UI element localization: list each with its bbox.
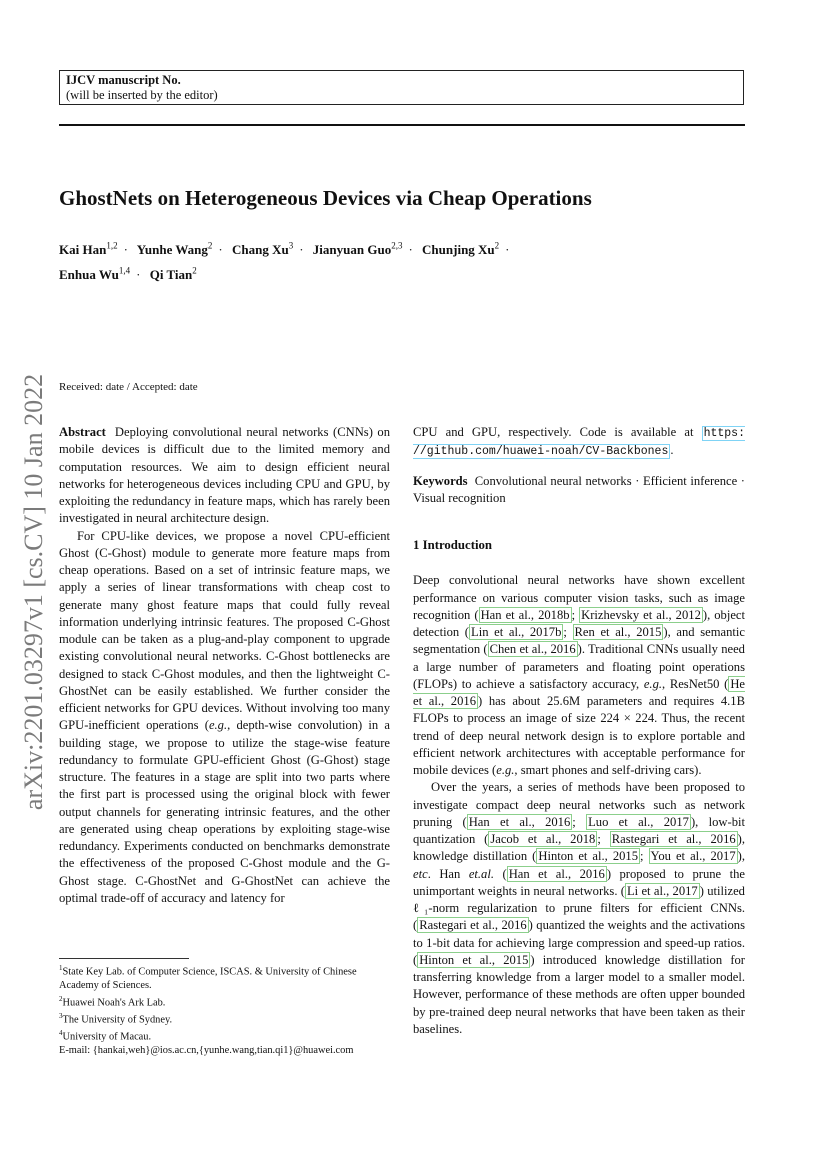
paper-title: GhostNets on Heterogeneous Devices via Cheap Operations [59,186,592,210]
author-list: Kai Han$^{1,2}$ · Yunhe Wang$^2$ · Chang $Xu^3$ · Jianyuan Guo$^{2,3}$ · Chunjing $Xu^2$ · Enhua Wu$^{1,4}$ · Qi Tian$^2$ [59,241,510,282]
citation-link[interactable]: Ren et al., 2015 [574,625,662,639]
author: Chunjing Xu$^2$ [422,241,500,258]
citation-link[interactable]: Hinton et al., 2015 [419,952,529,967]
intro-paragraph: Deep convolutional neural networks have shown excellent performance on various computer vision tasks, such as image recognition ( Han et al., 2018b ; Krizhevsky et al., 2012 ), object detection ( Lin et al., 2017b ; Ren et al., 2015 ), and semantic segmentation ( Chen et al., 2016 ). Traditional CNNs usually need a large number of parameters and floating point operations (FLOPs) to achieve a satisfactory accuracy, e.g., ResNet50 ( He et al., 2016 ) has about 25.6M parameters and requires 4.1B FLOPs to process an image of size 224 × 224. Thus, the recent trend of deep neural network design is to explore portable and efficient network architectures with acceptable performance for mobile devices (e.g., smart phones and self-driving cars). [413,573,746,777]
abstract-paragraph: Abstract Deploying convolutional neural networks (CNNs) on mobile devices is difficult due to the limited memory and computation resources. We aim to design efficient neural networks for heterogeneous devices including CPU and GPU, by exploiting the redundancy in feature maps, which has rarely been investigated in neural architecture design. [59,425,390,526]
header-rule [59,124,745,126]
citation-link[interactable]: Han et al., 2016 [468,814,571,829]
citation-link[interactable]: Han et al., 2016 [508,866,605,881]
footnote: $^3$The University of Sydney. [59,1011,173,1026]
keywords-label: Keywords [413,473,468,488]
citation-link[interactable]: Luo et al., 2017 [588,814,689,829]
citation-link[interactable]: Han et al., 2018b [480,607,570,622]
author: Chang Xu$^3$ [231,241,294,258]
abstract-label: Abstract [59,425,106,439]
author: Jianyuan Guo$^{2,3}$ [312,241,403,258]
citation-link[interactable]: He et al., 2016 [413,676,745,708]
citation-link[interactable]: Lin et al., 2017b [471,625,562,639]
received-date: Received: date / Accepted: date [59,381,198,393]
right-column [413,424,745,1038]
footnote-rule [59,958,189,959]
abstract-paragraph: For CPU-like devices, we propose a novel CPU-efficient Ghost (C-Ghost) module to generate more feature maps from cheap operations. Based on a set of intrinsic feature maps, we apply a series of linear transformations with cheap cost to generate many ghost feature maps that could fully reveal information underlying intrinsic features. The proposed C-Ghost module can be taken as a plug-and-play component to upgrade existing convolutional neural networks. C-Ghost bottlenecks are designed to stack C-Ghost modules, and then the lightweight C-GhostNet can be easily established. We further consider the efficient networks for GPU devices. Without involving too many GPU-inefficient operations (e.g., depth-wise convolution) in a building stage, we propose to utilize the stage-wise feature redundancy to formulate GPU-efficient Ghost (G-Ghost) stage structure. The features in a stage are split into two parts where the first part is processed using the original block with fewer output channels for generating intrinsic features, and the other are generated using cheap operations by exploiting stage-wise redundancy. Experiments conducted on benchmarks demonstrate the effectiveness of the proposed C-Ghost module and the G-Ghost stage. C-GhostNet and G-GhostNet can achieve the optimal trade-off of accuracy and latency for [59,528,391,905]
citation-link[interactable]: Rastegari et al., 2016 [419,918,527,933]
editor-note: (will be inserted by the editor) [66,88,218,102]
footnotes [59,962,394,1057]
keywords: Keywords Convolutional neural networks · Efficient inference · Visual recognition [413,473,745,505]
author: Yunhe Wang$^2$ [136,241,213,258]
code-link[interactable]: https: //github.com/huawei-noah/CV-Backbones [413,427,745,459]
footnote: $^2$Huawei Noah's Ark Lab. [59,994,166,1009]
arxiv-stamp [4,362,64,822]
author: Qi Tian$^2$ [149,265,197,282]
intro-paragraph: Over the years, a series of methods have been proposed to investigate compact deep neural networks such as network pruning ( Han et al., 2016 ; Luo et al., 2017 ), low-bit quantization ( Jacob et al., 2018 ; Rastegari et al., 2016 ), knowledge distillation ( Hinton et al., 2015 ; You et al., 2017 ), etc. Han et.al. ( Han et al., 2016 ) proposed to prune the unimportant weights in neural networks. ( Li et al., 2017 ) utilized ℓ₁-norm regularization to prune filters for efficient CNNs. ( Rastegari et al., 2016 ) quantized the weights and the activations to 1-bit data for achieving large compression and speed-up ratios. ( Hinton et al., 2015 ) introduced knowledge distillation for transferring knowledge from a larger model to a smaller model. However, performance of these methods are often upper bounded by pre-trained deep neural networks that have been taken as their baselines. [413,780,746,1036]
abstract-continuation: CPU and GPU, respectively. Code is available at https: //github.com/huawei-noah/CV-Backbones . [413,425,745,459]
footnote-email: E-mail: {hankai,weh}@ios.ac.cn,{yunhe.wang,tian.qi1}@huawei.com [59,1044,354,1056]
section-heading: 1 Introduction [413,538,493,552]
footnote: $^4$University of Macau. [59,1028,152,1043]
author: Kai Han$^{1,2}$ [59,241,118,258]
footnote: $^1$State Key Lab. of Computer Science, ISCAS. & University of Chinese Academy of Sciences. [59,964,357,992]
citation-link[interactable]: Li et al., 2017 [626,883,698,898]
manuscript-number: IJCV manuscript No. [66,73,181,87]
manuscript-header-box [59,70,744,105]
citation-link[interactable]: You et al., 2017 [650,849,736,864]
abstract-column [59,424,390,907]
citation-link[interactable]: Chen et al., 2016 [489,642,576,657]
citation-link[interactable]: Krizhevsky et al., 2012 [581,607,701,622]
citation-link[interactable]: Jacob et al., 2018 [490,832,596,846]
citation-link[interactable]: Rastegari et al., 2016 [611,832,736,846]
author: Enhua Wu$^{1,4}$ [59,265,131,282]
arxiv-id-text: arXiv:2201.03297v1 [cs.CV] 10 Jan 2022 [19,373,48,811]
citation-link[interactable]: Hinton et al., 2015 [538,849,639,864]
